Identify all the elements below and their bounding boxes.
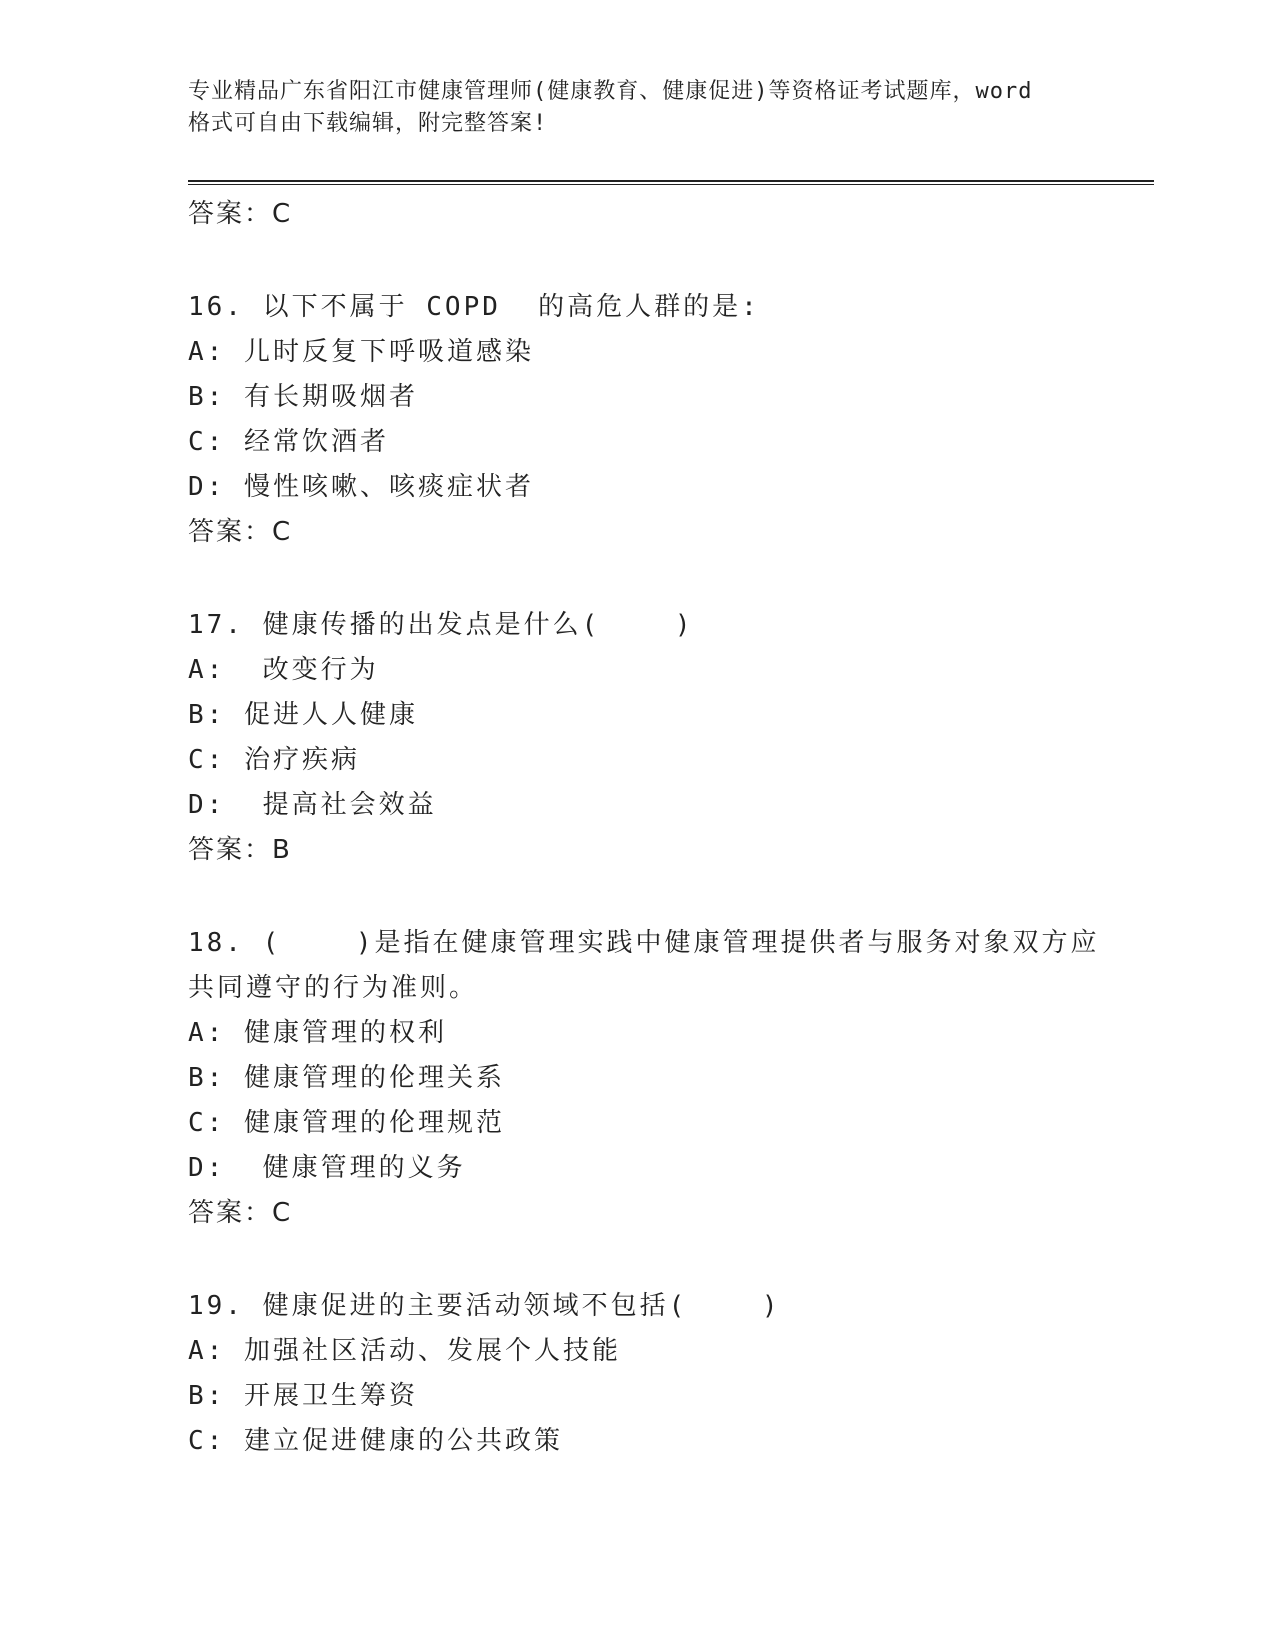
option-c: C: 建立促进健康的公共政策 — [188, 1426, 563, 1456]
option-d: D: 慢性咳嗽、咳痰症状者 — [188, 472, 534, 502]
option-c: C: 健康管理的伦理规范 — [188, 1108, 505, 1138]
option-a: A: 健康管理的权利 — [188, 1018, 447, 1048]
option-c: C: 治疗疾病 — [188, 745, 360, 775]
option-d: D: 健康管理的义务 — [188, 1153, 466, 1183]
header-rule-thick — [188, 180, 1154, 182]
question-18 — [188, 921, 1100, 1236]
question-list — [188, 192, 1100, 1464]
header-line-2: 格式可自由下载编辑，附完整答案! — [188, 111, 548, 136]
question-stem: 18. ( )是指在健康管理实践中健康管理提供者与服务对象双方应 — [188, 928, 1100, 958]
previous-answer: 答案：C — [188, 199, 293, 229]
document-header — [188, 76, 1088, 140]
option-b: B: 开展卫生筹资 — [188, 1381, 418, 1411]
option-a: A: 加强社区活动、发展个人技能 — [188, 1336, 621, 1366]
header-line-1: 专业精品广东省阳江市健康管理师(健康教育、健康促进)等资格证考试题库，word — [188, 79, 1033, 104]
answer-line: 答案：B — [188, 835, 292, 865]
question-17 — [188, 603, 1088, 873]
option-d: D: 提高社会效益 — [188, 790, 437, 820]
question-stem-continued: 共同遵守的行为准则。 — [188, 973, 479, 1003]
option-a: A: 改变行为 — [188, 655, 379, 685]
answer-line: 答案：C — [188, 1198, 293, 1228]
question-stem: 16. 以下不属于 COPD 的高危人群的是: — [188, 292, 760, 322]
question-16 — [188, 285, 1088, 555]
question-19 — [188, 1284, 1088, 1464]
option-c: C: 经常饮酒者 — [188, 427, 389, 457]
option-a: A: 儿时反复下呼吸道感染 — [188, 337, 534, 367]
answer-line: 答案：C — [188, 517, 293, 547]
question-stem: 17. 健康传播的出发点是什么( ) — [188, 610, 694, 640]
header-rule-thin — [188, 184, 1154, 185]
option-b: B: 促进人人健康 — [188, 700, 418, 730]
option-b: B: 有长期吸烟者 — [188, 382, 418, 412]
option-b: B: 健康管理的伦理关系 — [188, 1063, 505, 1093]
question-stem: 19. 健康促进的主要活动领域不包括( ) — [188, 1291, 781, 1321]
